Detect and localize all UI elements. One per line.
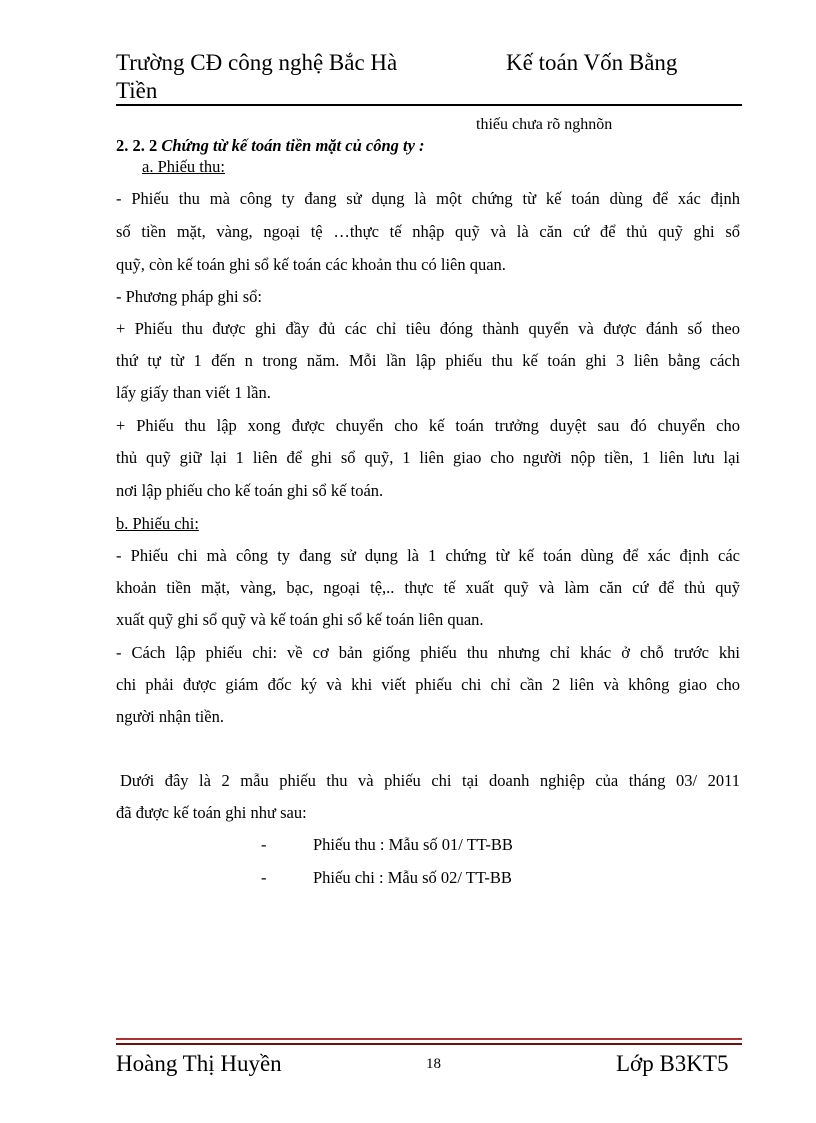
header-title-right: Kế toán Vốn Bằng xyxy=(506,50,678,75)
list-item-dash: - xyxy=(261,868,267,887)
para-b1-line: khoản tiền mặt, vàng, bạc, ngoại tệ,.. thực tế xuất quỹ và làm căn cứ để thủ quỹ xyxy=(116,578,740,597)
para-a2-line: thứ tự từ 1 đến n trong năm. Mỗi lần lập phiếu thu kế toán ghi 3 liên bằng cách xyxy=(116,351,740,370)
para-b1-line: xuất quỹ ghi sổ quỹ và kế toán ghi sổ kế toán liên quan. xyxy=(116,610,484,629)
para-a3-line: thủ quỹ giữ lại 1 liên để ghi sổ quỹ, 1 liên giao cho người nộp tiền, 1 liên lưu lại xyxy=(116,448,740,467)
subheading-phieu-chi: b. Phiếu chi: xyxy=(116,514,199,533)
list-item: Phiếu thu : Mẫu số 01/ TT-BB xyxy=(313,835,513,854)
para-c-line: đã được kế toán ghi như sau: xyxy=(116,803,307,822)
para-a1-line: quỹ, còn kế toán ghi sổ kế toán các khoản thu có liên quan. xyxy=(116,255,506,274)
header-school-line2: Tiền xyxy=(116,78,158,103)
footer-class: Lớp B3KT5 xyxy=(616,1051,729,1076)
top-note: thiếu chưa rõ nghnõn xyxy=(476,116,613,133)
list-item-dash: - xyxy=(261,835,267,854)
method-label: - Phương pháp ghi sổ: xyxy=(116,287,263,306)
header-rule xyxy=(116,104,742,106)
para-a2-line: + Phiếu thu được ghi đầy đủ các chỉ tiêu đóng thành quyển và được đánh số theo xyxy=(116,319,740,338)
para-c-line: Dưới đây là 2 mẫu phiếu thu và phiếu chi tại doanh nghiệp của tháng 03/ 2011 xyxy=(120,771,740,790)
subheading-phieu-thu: a. Phiếu thu: xyxy=(142,157,225,176)
section-heading xyxy=(116,136,425,156)
para-a3-line: + Phiếu thu lập xong được chuyển cho kế toán trưởng duyệt sau đó chuyển cho xyxy=(116,416,740,435)
para-b2-line: người nhận tiền. xyxy=(116,707,224,726)
section-heading-number: 2. 2. 2 xyxy=(116,136,158,155)
para-b1-line: - Phiếu chi mà công ty đang sử dụng là 1 chứng từ kế toán dùng để xác định các xyxy=(116,546,740,565)
footer-rule-red xyxy=(116,1038,742,1040)
para-b2-line: - Cách lập phiếu chi: về cơ bản giống phiếu thu nhưng chỉ khác ở chỗ trước khi xyxy=(116,643,740,662)
para-a1-line: - Phiếu thu mà công ty đang sử dụng là một chứng từ kế toán dùng để xác định xyxy=(116,189,740,208)
para-a2-line: lấy giấy than viết 1 lần. xyxy=(116,383,271,402)
list-item: Phiếu chi : Mẫu số 02/ TT-BB xyxy=(313,868,512,887)
section-heading-title: Chứng từ kế toán tiền mặt củ công ty : xyxy=(161,136,425,155)
footer-author: Hoàng Thị Huyền xyxy=(116,1051,282,1076)
para-a1-line: số tiền mặt, vàng, ngoại tệ …thực tế nhập quỹ và là căn cứ để thủ quỹ ghi sổ xyxy=(116,222,740,241)
para-b2-line: chi phải được giám đốc ký và khi viết phiếu chi chỉ cần 2 liên và không giao cho xyxy=(116,675,740,694)
footer-page-number: 18 xyxy=(426,1056,441,1072)
para-a3-line: nơi lập phiếu cho kế toán ghi sổ kế toán. xyxy=(116,481,384,500)
footer-rule-dark xyxy=(116,1043,742,1045)
header-school-line1: Trường CĐ công nghệ Bắc Hà xyxy=(116,50,398,75)
